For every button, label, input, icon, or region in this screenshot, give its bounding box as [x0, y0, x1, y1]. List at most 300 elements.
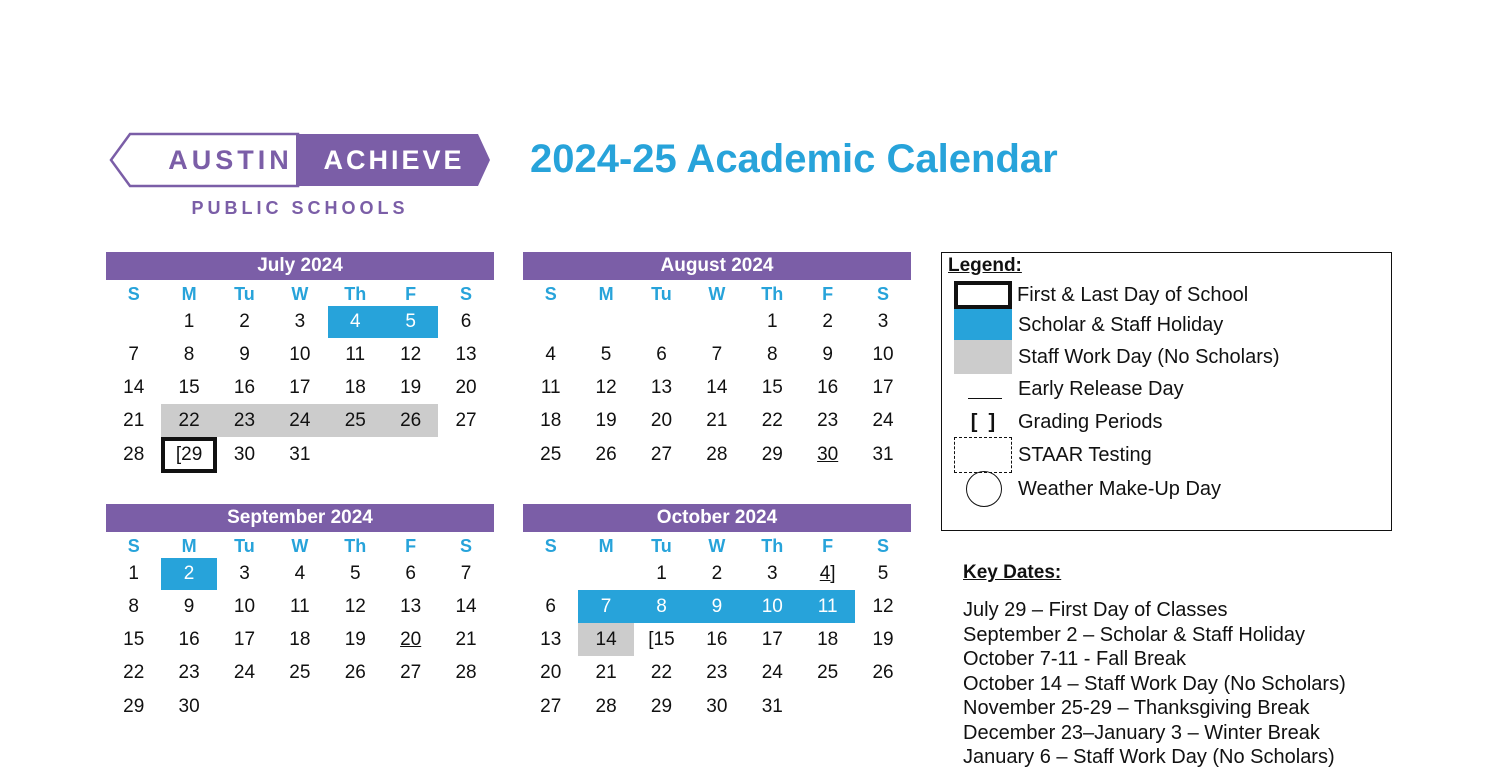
day-cell — [523, 656, 578, 689]
empty-day-cell — [438, 689, 493, 725]
day-cell — [855, 306, 910, 338]
day-number: 30 — [178, 696, 200, 717]
key-dates-title: Key Dates: — [963, 562, 1062, 583]
week-row — [523, 306, 911, 338]
day-number: 10 — [289, 343, 311, 365]
empty-day-cell — [634, 306, 689, 338]
day-cell — [745, 371, 800, 404]
month-header: August 2024 — [523, 252, 911, 280]
day-cell — [578, 590, 633, 623]
day-cell — [272, 623, 327, 656]
dashed-box-icon — [954, 437, 1012, 473]
day-number: 18 — [540, 409, 562, 431]
week-row — [523, 404, 911, 437]
day-cell — [328, 371, 383, 404]
day-number: 12 — [344, 595, 366, 617]
key-date-item: December 23–January 3 – Winter Break — [963, 721, 1320, 744]
day-number: 29 — [761, 444, 783, 465]
weekday-label: F — [822, 284, 834, 304]
weekday-label: F — [405, 284, 417, 304]
day-cell — [106, 371, 161, 404]
day-number: 22 — [761, 409, 783, 431]
day-number: 12 — [872, 595, 894, 617]
day-cell — [438, 306, 493, 338]
day-number: 23 — [178, 661, 200, 683]
empty-day-cell — [106, 306, 161, 338]
day-number: 4] — [819, 563, 836, 584]
day-number: 4 — [349, 311, 361, 332]
day-number: 23 — [706, 661, 728, 683]
workday-swatch-icon — [954, 340, 1012, 374]
week-row — [106, 306, 494, 338]
day-cell — [855, 558, 910, 590]
day-cell — [800, 558, 855, 590]
day-cell — [383, 558, 438, 590]
legend-title: Legend: — [948, 255, 1022, 276]
day-number: 16 — [706, 628, 728, 650]
day-cell — [689, 338, 744, 371]
legend-item — [954, 437, 1152, 473]
month-calendar — [106, 252, 494, 473]
day-cell — [161, 590, 216, 623]
day-number: 8 — [128, 595, 139, 617]
weekday-label: Th — [344, 536, 367, 556]
day-cell — [217, 404, 272, 437]
day-number: 6 — [405, 563, 416, 584]
day-cell — [634, 371, 689, 404]
weekday-label: M — [598, 536, 614, 556]
month-header: October 2024 — [523, 504, 911, 532]
day-cell — [383, 623, 438, 656]
day-number: 31 — [289, 444, 311, 465]
weekday-label: Th — [761, 284, 784, 304]
day-cell — [578, 371, 633, 404]
day-cell — [800, 590, 855, 623]
day-number: 21 — [123, 409, 145, 431]
empty-day-cell — [438, 437, 493, 473]
day-number: 1 — [766, 311, 778, 332]
day-cell — [328, 656, 383, 689]
week-row — [523, 437, 911, 473]
day-cell — [217, 623, 272, 656]
day-number: 3 — [877, 311, 889, 332]
weekday-label: Tu — [651, 536, 672, 556]
day-number: 13 — [400, 595, 422, 617]
weekday-label: Tu — [234, 536, 255, 556]
day-cell — [161, 306, 216, 338]
day-cell — [161, 338, 216, 371]
day-cell — [523, 689, 578, 725]
day-cell — [272, 656, 327, 689]
day-number: 17 — [761, 628, 783, 650]
empty-day-cell — [523, 306, 578, 338]
day-cell — [800, 656, 855, 689]
day-number: 15 — [178, 376, 200, 398]
day-cell — [272, 338, 327, 371]
day-number: 19 — [400, 376, 422, 398]
day-cell — [161, 656, 216, 689]
legend-label: Weather Make-Up Day — [1018, 477, 1222, 500]
day-number: 23 — [817, 409, 839, 431]
day-number: 20 — [455, 376, 477, 398]
day-number: [15 — [648, 628, 675, 650]
weekday-header-row — [106, 532, 494, 558]
day-cell — [383, 590, 438, 623]
week-row — [523, 338, 911, 371]
day-cell — [438, 371, 493, 404]
day-number: 19 — [595, 409, 617, 431]
week-row — [106, 338, 494, 371]
empty-day-cell — [578, 558, 633, 590]
day-cell — [800, 306, 855, 338]
day-cell — [855, 404, 910, 437]
day-number: 25 — [817, 661, 839, 683]
page-title: 2024-25 Academic Calendar — [530, 137, 1058, 181]
day-number: 19 — [872, 628, 894, 650]
day-number: 4 — [294, 563, 306, 584]
week-row — [523, 590, 911, 623]
day-number: 26 — [344, 661, 366, 683]
legend-item — [954, 373, 1184, 405]
day-number: 30 — [233, 444, 256, 465]
day-number: 29 — [650, 696, 673, 717]
empty-day-cell — [855, 689, 910, 725]
key-date-item: September 2 – Scholar & Staff Holiday — [963, 623, 1306, 646]
day-cell — [689, 689, 744, 725]
legend-item — [954, 309, 1223, 341]
day-number: 18 — [289, 628, 311, 650]
empty-day-cell — [328, 437, 383, 473]
day-cell — [634, 404, 689, 437]
day-cell — [438, 558, 493, 590]
day-cell — [328, 306, 383, 338]
day-cell — [800, 338, 855, 371]
week-row — [523, 623, 911, 656]
empty-day-cell — [383, 689, 438, 725]
day-number: 11 — [540, 376, 561, 398]
day-cell — [106, 689, 161, 725]
weekday-label: S — [877, 284, 890, 304]
legend-label: Grading Periods — [1018, 410, 1163, 433]
day-cell — [745, 590, 800, 623]
month-calendar — [523, 504, 911, 725]
logo-subtitle: PUBLIC SCHOOLS — [191, 198, 409, 218]
key-date-item: October 7-11 - Fall Break — [963, 648, 1187, 670]
day-number: 1 — [183, 311, 195, 332]
empty-day-cell — [523, 558, 578, 590]
week-row — [106, 371, 494, 404]
day-cell — [106, 338, 161, 371]
day-number: 30 — [817, 444, 839, 465]
day-number: 25 — [289, 661, 311, 683]
day-cell — [634, 590, 689, 623]
day-number: 3 — [766, 563, 778, 584]
week-row — [523, 689, 911, 725]
legend-label: First & Last Day of School — [1017, 283, 1249, 306]
underline-icon — [954, 373, 1012, 405]
day-number: 14 — [706, 376, 728, 398]
key-dates — [963, 562, 1483, 770]
day-cell — [745, 306, 800, 338]
day-number: 22 — [123, 661, 145, 683]
day-number: 7 — [600, 595, 612, 617]
day-cell — [634, 656, 689, 689]
day-cell — [383, 656, 438, 689]
weekday-label: S — [544, 284, 557, 304]
day-cell — [383, 404, 438, 437]
weekday-label: F — [822, 536, 834, 556]
day-number: [29 — [175, 444, 203, 465]
day-number: 7 — [460, 563, 472, 584]
day-number: 18 — [344, 376, 366, 398]
week-row — [106, 656, 494, 689]
key-date-item: November 25-29 – Thanksgiving Break — [963, 697, 1310, 719]
day-number: 27 — [400, 661, 422, 683]
day-cell — [578, 404, 633, 437]
day-cell — [745, 558, 800, 590]
day-cell — [855, 623, 910, 656]
weekday-label: S — [127, 284, 140, 304]
day-number: 20 — [400, 628, 422, 650]
weekday-label: Th — [344, 284, 367, 304]
brackets-icon: [ ] — [970, 410, 996, 433]
weekday-label: F — [405, 536, 417, 556]
day-cell — [328, 404, 383, 437]
day-cell — [272, 437, 327, 473]
day-number: 31 — [872, 444, 894, 465]
day-number: 10 — [872, 343, 894, 365]
weekday-label: M — [181, 284, 197, 304]
weekday-label: Tu — [234, 284, 255, 304]
day-cell — [523, 338, 578, 371]
day-number: 17 — [872, 376, 894, 398]
first-last-swatch-icon — [954, 281, 1012, 309]
empty-day-cell — [272, 689, 327, 725]
day-cell — [800, 371, 855, 404]
day-cell — [217, 590, 272, 623]
legend-label: STAAR Testing — [1018, 443, 1152, 466]
day-cell — [745, 404, 800, 437]
day-cell — [438, 623, 493, 656]
day-cell — [689, 558, 744, 590]
day-number: 6 — [460, 311, 472, 332]
week-row — [523, 371, 911, 404]
day-number: 8 — [183, 343, 195, 365]
day-cell — [745, 656, 800, 689]
day-cell — [689, 623, 744, 656]
day-cell — [106, 404, 161, 437]
day-number: 21 — [595, 661, 617, 683]
weekday-label: S — [460, 536, 473, 556]
day-cell — [272, 306, 327, 338]
legend-label: Early Release Day — [1018, 377, 1184, 400]
month-header: July 2024 — [106, 252, 494, 280]
day-cell — [106, 558, 161, 590]
day-number: 14 — [123, 376, 145, 398]
day-cell — [578, 656, 633, 689]
logo-right-text: ACHIEVE — [323, 144, 465, 175]
day-number: 17 — [233, 628, 256, 650]
day-cell — [217, 656, 272, 689]
legend — [941, 252, 1392, 531]
day-cell — [634, 623, 689, 656]
day-cell — [745, 437, 800, 473]
weekday-label: W — [291, 536, 309, 556]
day-cell — [106, 590, 161, 623]
day-cell — [383, 338, 438, 371]
weekday-label: Tu — [651, 284, 672, 304]
day-number: 13 — [650, 376, 673, 398]
day-number: 5 — [877, 563, 889, 584]
day-number: 9 — [711, 595, 723, 617]
day-number: 2 — [183, 563, 195, 584]
day-cell — [855, 656, 910, 689]
day-cell — [523, 437, 578, 473]
week-row — [106, 437, 494, 473]
day-number: 3 — [294, 311, 306, 332]
empty-day-cell — [328, 689, 383, 725]
week-row — [523, 656, 911, 689]
day-number: 2 — [822, 311, 833, 332]
day-number: 6 — [545, 595, 556, 617]
day-cell — [523, 371, 578, 404]
day-number: 8 — [766, 343, 778, 365]
day-cell — [161, 558, 216, 590]
weekday-label: M — [598, 284, 614, 304]
legend-label: Scholar & Staff Holiday — [1018, 313, 1224, 336]
day-cell — [578, 437, 633, 473]
day-cell — [745, 623, 800, 656]
day-cell — [855, 590, 910, 623]
day-cell — [800, 404, 855, 437]
day-number: 25 — [540, 444, 562, 465]
day-number: 25 — [344, 409, 366, 431]
weekday-header-row — [106, 280, 494, 306]
legend-item — [954, 406, 1163, 438]
day-cell — [328, 558, 383, 590]
day-cell — [217, 371, 272, 404]
day-number: 20 — [650, 409, 673, 431]
day-cell — [689, 371, 744, 404]
day-cell — [745, 338, 800, 371]
day-number: 26 — [400, 409, 422, 431]
day-cell — [634, 338, 689, 371]
day-number: 6 — [656, 343, 667, 365]
day-cell — [578, 623, 633, 656]
key-date-item: July 29 – First Day of Classes — [963, 599, 1228, 621]
day-number: 24 — [233, 661, 256, 683]
day-cell — [272, 404, 327, 437]
day-number: 2 — [711, 563, 723, 584]
day-cell — [106, 623, 161, 656]
day-number: 18 — [817, 628, 839, 650]
day-cell — [438, 590, 493, 623]
day-number: 9 — [822, 343, 833, 365]
day-number: 26 — [595, 444, 617, 465]
day-cell — [217, 437, 272, 473]
day-cell — [689, 590, 744, 623]
day-number: 12 — [595, 376, 617, 398]
day-cell — [855, 437, 910, 473]
day-cell — [800, 437, 855, 473]
day-cell — [438, 338, 493, 371]
day-cell — [161, 623, 216, 656]
day-cell — [634, 558, 689, 590]
day-number: 29 — [123, 696, 145, 717]
day-number: 19 — [344, 628, 366, 650]
day-number: 30 — [706, 696, 728, 717]
weekday-header-row — [523, 280, 911, 306]
day-cell — [523, 623, 578, 656]
day-number: 10 — [761, 595, 783, 617]
day-cell — [106, 437, 161, 473]
day-number: 27 — [455, 409, 477, 431]
day-cell — [106, 656, 161, 689]
day-number: 27 — [540, 696, 562, 717]
day-cell — [438, 404, 493, 437]
weekday-label: Th — [761, 536, 784, 556]
week-row — [106, 590, 494, 623]
week-row — [106, 404, 494, 437]
day-number: 14 — [455, 595, 477, 617]
empty-day-cell — [800, 689, 855, 725]
logo-left-text: AUSTIN — [168, 144, 293, 175]
day-number: 28 — [123, 444, 145, 465]
day-number: 7 — [128, 343, 139, 365]
week-row — [106, 623, 494, 656]
day-cell — [855, 338, 910, 371]
day-number: 13 — [455, 343, 477, 365]
day-number: 24 — [289, 409, 311, 431]
day-cell — [328, 623, 383, 656]
day-cell — [161, 689, 216, 725]
day-cell — [161, 371, 216, 404]
day-number: 14 — [595, 628, 617, 650]
day-number: 3 — [239, 563, 250, 584]
day-number: 8 — [656, 595, 667, 617]
day-number: 28 — [455, 661, 477, 683]
day-cell — [689, 404, 744, 437]
day-cell — [578, 338, 633, 371]
key-date-item: January 6 – Staff Work Day (No Scholars) — [963, 746, 1335, 768]
day-number: 4 — [545, 343, 556, 365]
day-number: 12 — [400, 343, 422, 365]
day-number: 7 — [711, 343, 723, 365]
day-number: 1 — [656, 563, 667, 584]
day-cell — [383, 306, 438, 338]
day-cell — [523, 404, 578, 437]
day-cell — [217, 558, 272, 590]
legend-item — [954, 340, 1280, 374]
day-number: 27 — [650, 444, 673, 465]
day-cell — [855, 371, 910, 404]
day-number: 24 — [872, 409, 894, 431]
day-number: 16 — [178, 628, 200, 650]
day-number: 22 — [650, 661, 673, 683]
weekday-label: W — [708, 284, 726, 304]
day-cell — [689, 437, 744, 473]
day-cell — [578, 689, 633, 725]
weekday-label: S — [127, 536, 140, 556]
empty-day-cell — [383, 437, 438, 473]
day-number: 2 — [239, 311, 250, 332]
weekday-label: S — [877, 536, 890, 556]
day-number: 5 — [349, 563, 361, 584]
day-cell — [161, 404, 216, 437]
weekday-label: S — [544, 536, 557, 556]
week-row — [523, 558, 911, 590]
day-number: 5 — [600, 343, 612, 365]
